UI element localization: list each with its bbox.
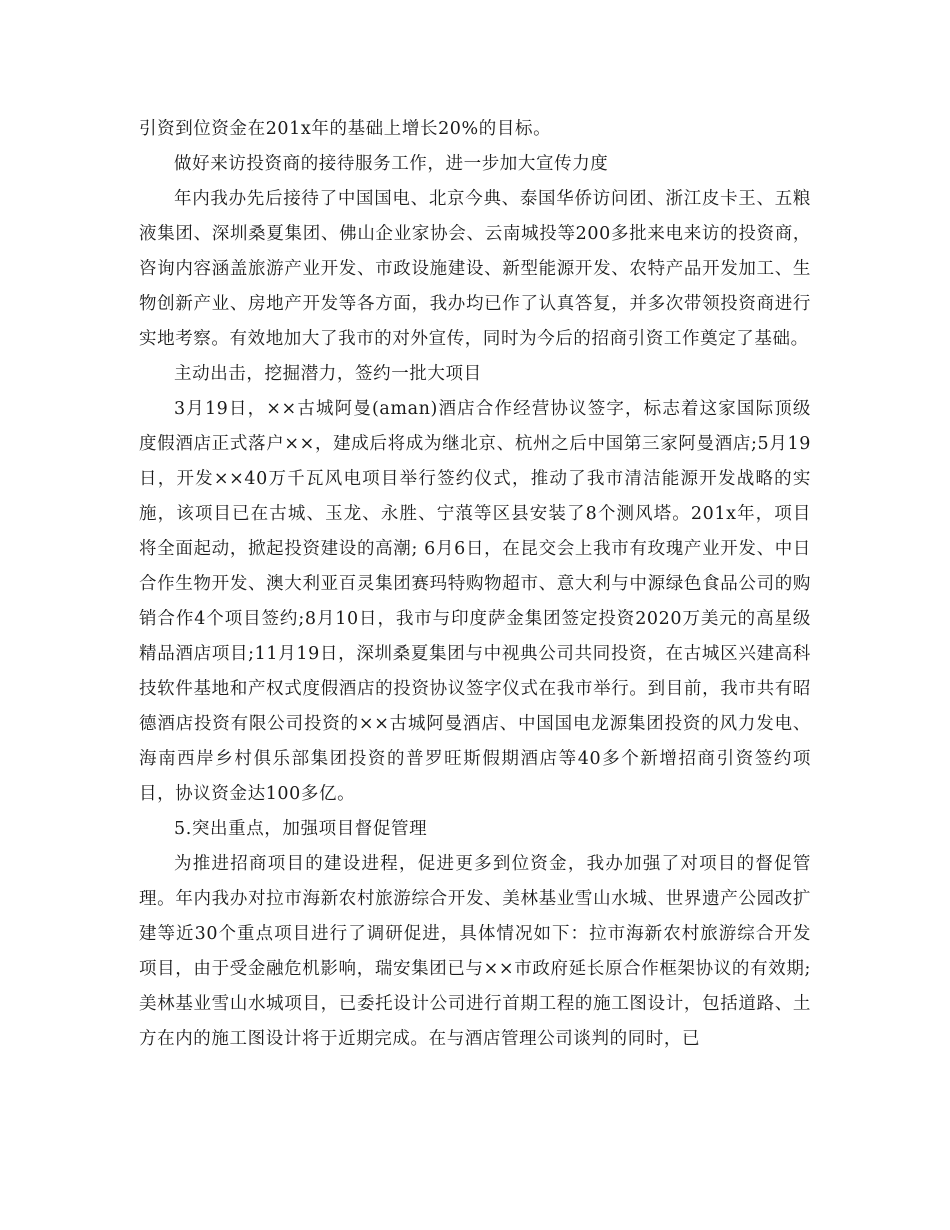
section-heading-supervision: 5.突出重点，加强项目督促管理: [174, 819, 428, 839]
section-heading-reception: 做好来访投资商的接待服务工作，进一步加大宣传力度: [174, 154, 609, 174]
paragraph-reception: 年内我办先后接待了中国国电、北京今典、泰国华侨访问团、浙江皮卡王、五粮液集团、深圳桑夏集团、佛山企业家协会、云南城投等200多批来电来访的投资商，咨询内容涵盖旅游产业开发、市政设施建设、新型能源开发、农特产品开发加工、生物创新产业、房地产开发等各方面，我办均已作了认真答复，并多次带领投资商进行实地考察。有效地加大了我市的对外宣传，同时为今后的招商引资工作奠定了基础。: [139, 189, 811, 349]
paragraph-signing: 3月19日，××古城阿曼(aman)酒店合作经营协议签字，标志着这家国际顶级度假酒店正式落户××，建成后将成为继北京、杭州之后中国第三家阿曼酒店;5月19日，开发××40万千瓦风电项目举行签约仪式，推动了我市清洁能源开发战略的实施，该项目已在古城、玉龙、永胜、宁蒗等区县安装了8个测风塔。201x年，项目将全面起动，掀起投资建设的高潮; 6月6日，在昆交会上我市有玫瑰产业开发、中日合作生物开发、澳大利亚百灵集团赛玛特购物超市、意大利与中源绿色食品公司的购销合作4个项目签约;8月10日，我市与印度萨金集团签定投资2020万美元的高星级精品酒店项目;11月19日，深圳桑夏集团与中视典公司共同投资，在古城区兴建高科技软件基地和产权式度假酒店的投资协议签字仪式在我市举行。到目前，我市共有昭德酒店投资有限公司投资的××古城阿曼酒店、中国国电龙源集团投资的风力发电、海南西岸乡村俱乐部集团投资的普罗旺斯假期酒店等40多个新增招商引资签约项目，协议资金达100多亿。: [139, 399, 811, 804]
paragraph-supervision: 为推进招商项目的建设进程，促进更多到位资金，我办加强了对项目的督促管理。年内我办对拉市海新农村旅游综合开发、美林基业雪山水城、世界遗产公园改扩建等近30个重点项目进行了调研促进，具体情况如下：拉市海新农村旅游综合开发项目，由于受金融危机影响，瑞安集团已与××市政府延长原合作框架协议的有效期;美林基业雪山水城项目，已委托设计公司进行首期工程的施工图设计，包括道路、土方在内的施工图设计将于近期完成。在与酒店管理公司谈判的同时，已: [139, 854, 811, 1049]
document-body: [139, 112, 811, 1057]
paragraph-continuation: 引资到位资金在201x年的基础上增长20%的目标。: [139, 119, 552, 139]
section-heading-signing: 主动出击，挖掘潜力，签约一批大项目: [174, 364, 482, 384]
